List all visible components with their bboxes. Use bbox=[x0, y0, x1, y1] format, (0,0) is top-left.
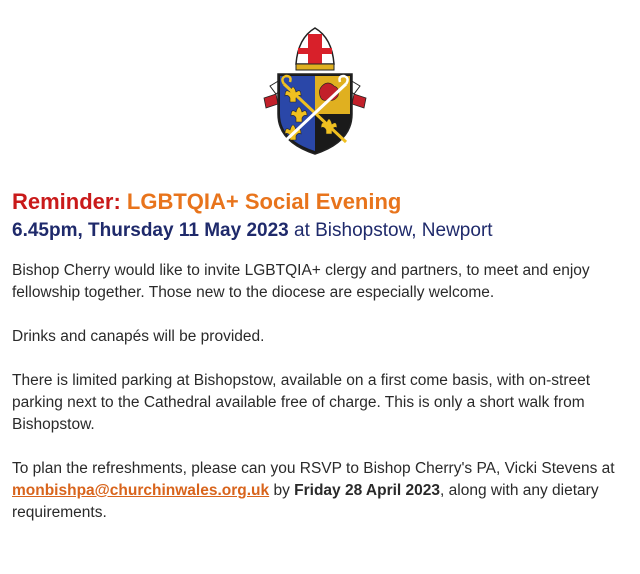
rsvp-paragraph bbox=[12, 458, 630, 524]
rsvp-outro: , along with any dietary requirements. bbox=[12, 482, 599, 521]
event-when-where bbox=[12, 218, 630, 243]
catering-paragraph: Drinks and canapés will be provided. bbox=[12, 328, 265, 345]
reminder-label: Reminder: bbox=[12, 189, 121, 214]
rsvp-email-link[interactable]: monbishpa@churchinwales.org.uk bbox=[12, 482, 270, 499]
parking-paragraph: There is limited parking at Bishopstow, available on a first come basis, with on-street parking next to the Cathedral available free of charge. This is only a short walk from Bishopstow. bbox=[12, 372, 591, 433]
invitation-paragraph: Bishop Cherry would like to invite LGBTQIA+ clergy and partners, to meet and enjoy fellowship together. Those new to the diocese are especially welcome. bbox=[12, 262, 590, 301]
event-location: at Bishopstow, Newport bbox=[294, 220, 493, 241]
rsvp-by: by bbox=[273, 482, 290, 499]
rsvp-intro: To plan the refreshments, please can you RSVP to Bishop Cherry's PA, Vicki Stevens at bbox=[12, 460, 615, 477]
event-title: LGBTQIA+ Social Evening bbox=[126, 189, 402, 214]
diocesan-crest-icon bbox=[256, 24, 374, 156]
event-datetime: 6.45pm, Thursday 11 May 2023 bbox=[12, 220, 289, 241]
rsvp-deadline: Friday 28 April 2023 bbox=[294, 482, 441, 499]
event-heading bbox=[12, 188, 630, 216]
email-body bbox=[12, 188, 630, 524]
